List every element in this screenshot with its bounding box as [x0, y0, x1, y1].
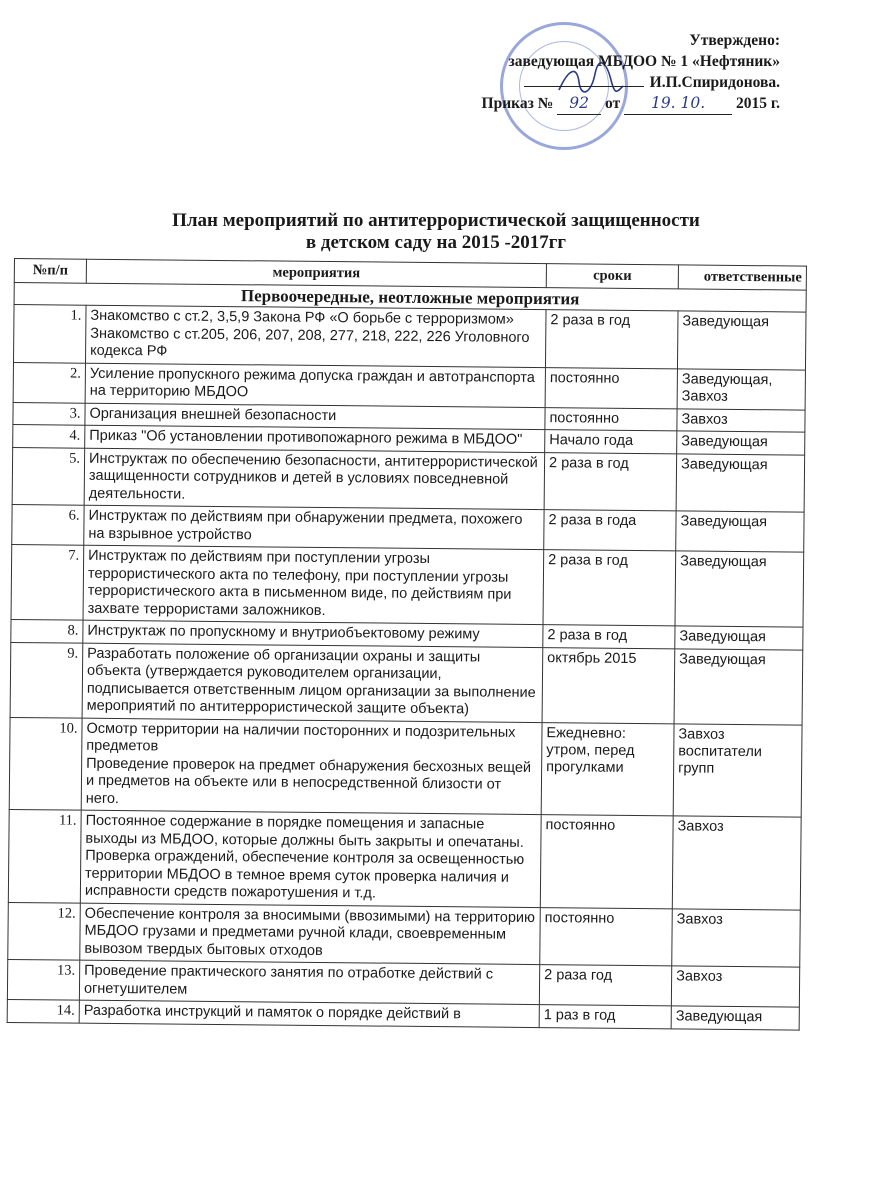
row-term-line: Ежедневно:	[546, 724, 626, 742]
row-event-line: Проведение практического занятия по отработке действий с огнетушителем	[83, 962, 494, 998]
header-num: №п/п	[14, 259, 86, 284]
row-responsible-line: Заведующая	[679, 628, 767, 646]
row-responsible	[671, 966, 799, 1007]
row-term-line: 2 раза в год	[550, 312, 631, 329]
from-label: от	[605, 95, 621, 112]
row-responsible	[677, 311, 806, 370]
order-date: 19. 10.	[624, 93, 732, 115]
row-term-line: прогулками	[546, 758, 624, 776]
row-term	[545, 407, 677, 431]
row-event-line: Организация внешней безопасности	[89, 405, 337, 424]
row-responsible-line: Завхоз	[676, 910, 723, 928]
row-event-line: Постоянное содержание в порядке помещения и запасные выходы из МБДОО, которые должны быть закрыты и опечатаны. Проверка ограждений, обеспечение контроля за освещенностью территории МБДОО в темное время суток проверка наличия и исправности средств пожаротушения и т.д.	[84, 812, 525, 902]
row-responsible	[675, 626, 803, 650]
row-term-line: 2 раза в год	[547, 627, 628, 644]
row-responsible	[672, 908, 801, 967]
row-term-line: 2 раза в год	[548, 454, 629, 472]
row-number: 10.	[9, 717, 82, 810]
row-event	[80, 903, 541, 965]
row-term-line: постоянно	[549, 409, 620, 427]
row-number: 12.	[8, 902, 81, 960]
row-event-line: Знакомство с ст.205, 206, 207, 208, 277, 218, 222, 226 Уголовного кодекса РФ	[90, 325, 530, 360]
row-event-line: Усиление пропускного режима допуска граждан и автотранспорта на территорию МБДОО	[89, 365, 535, 401]
table-row	[12, 447, 805, 512]
row-term	[540, 815, 673, 909]
row-number: 2.	[13, 362, 85, 403]
row-responsible	[671, 1006, 799, 1030]
row-term	[540, 907, 673, 966]
row-event-line: Разработать положение об организации охраны и защиты объекта (утверждается руководителем организации, подписывается ответственным лицом организации за выполнение мероприятий по антитеррористической защите объекта)	[86, 645, 536, 718]
row-responsible-line: Завхоз	[678, 725, 725, 743]
row-event	[79, 1000, 539, 1027]
table-row	[10, 642, 803, 725]
row-responsible-line: Заведующая	[680, 513, 768, 531]
row-event-line: Инструктаж по пропускному и внутриобъектовому режиму	[87, 622, 480, 643]
row-event	[80, 810, 541, 907]
row-responsible-line: Заведующая	[679, 650, 766, 668]
row-responsible-line: воспитатели	[678, 742, 763, 760]
row-event-line: Проведение проверок на предмет обнаружения бесхозных вещей и предметов на объекте или в непосредственной близости от него.	[85, 755, 532, 807]
row-responsible-line: Завхоз	[681, 410, 728, 428]
row-responsible	[677, 368, 805, 409]
order-year: 2015 г.	[735, 95, 780, 112]
row-responsible-line: Заведующая,	[681, 370, 773, 388]
row-responsible	[674, 648, 803, 724]
row-term-line: 1 раз в год	[543, 1007, 616, 1024]
document-title	[0, 210, 872, 254]
row-event	[83, 545, 544, 624]
row-number: 9.	[10, 642, 83, 718]
row-responsible	[673, 723, 802, 817]
row-event	[82, 643, 543, 722]
row-responsible	[677, 408, 805, 432]
row-term	[544, 510, 676, 551]
row-event	[84, 505, 544, 549]
header-term: сроки	[546, 264, 678, 289]
table-row	[8, 809, 801, 909]
row-number: 5.	[12, 447, 85, 505]
header-event: мероприятия	[86, 259, 546, 287]
table-row	[8, 902, 801, 967]
title-line-2: в детском саду на 2015 -2017гг	[305, 232, 567, 253]
row-term	[545, 367, 677, 408]
row-event-line: Инструктаж по действиям при обнаружении предмета, похожего на взрывное устройство	[88, 507, 523, 543]
row-responsible	[676, 453, 805, 512]
row-responsible-line: Заведующая	[675, 1008, 763, 1026]
order-number: 92	[557, 93, 601, 115]
title-line-1: План мероприятий по антитеррористической защищенности	[172, 210, 700, 231]
row-event	[81, 718, 542, 815]
row-term-line: постоянно	[545, 817, 616, 834]
row-number: 7.	[11, 544, 84, 620]
row-term-line: 2 раза год	[544, 967, 613, 984]
row-responsible-line: Заведующая	[682, 313, 770, 331]
order-label: Приказ №	[481, 95, 554, 112]
row-responsible	[675, 551, 804, 627]
row-responsible-line: групп	[678, 759, 715, 777]
approval-name: И.П.Спиридонова.	[649, 74, 780, 91]
row-number: 6.	[12, 504, 84, 545]
table-row	[11, 544, 804, 627]
row-event-line: Инструктаж по действиям при поступлении угрозы террористического акта по телефону, при поступлении угрозы террористического акта в письменном виде, по действиям при захвате террористами заложников.	[87, 547, 512, 619]
approval-name-line	[482, 72, 780, 93]
header-responsible: ответственные	[678, 265, 806, 290]
row-responsible-line: Заведующая	[680, 455, 768, 473]
row-event	[84, 448, 545, 510]
row-event-line: Обеспечение контроля за вносимыми (ввозимыми) на территорию МБДОО грузами и предметами ручной клади, своевременным вывозом твердых бытовых отходов	[84, 905, 535, 959]
row-term-line: Начало года	[549, 432, 634, 449]
row-responsible	[676, 511, 804, 552]
row-event-line: Знакомство с ст.2, 3,5,9 Закона РФ «О борьбе с терроризмом»	[90, 307, 514, 328]
row-responsible-line: Завхоз	[681, 387, 728, 405]
row-event-line: Осмотр территории на наличии посторонних и подозрительных предметов	[86, 720, 516, 755]
row-term	[542, 647, 675, 723]
row-event	[79, 960, 539, 1004]
row-responsible-line: Заведующая	[681, 433, 768, 451]
row-term	[543, 550, 676, 626]
row-term-line: 2 раза в года	[548, 512, 637, 529]
row-event-line: Приказ "Об установлении противопожарного режима в МБДОО"	[89, 427, 523, 448]
table-row	[14, 305, 807, 370]
row-term-line: постоянно	[544, 909, 615, 927]
row-term-line: утром, перед	[546, 741, 635, 759]
row-term-line: октябрь 2015	[547, 649, 637, 667]
row-event	[85, 363, 545, 407]
approval-order-line	[482, 93, 780, 115]
row-number: 13.	[7, 959, 79, 1000]
row-responsible-line: Заведующая	[680, 553, 767, 571]
plan-table	[7, 258, 807, 1030]
row-term	[541, 722, 674, 816]
row-number: 1.	[14, 305, 87, 363]
approval-position: заведующая МБДОО № 1 «Нефтяник»	[508, 53, 780, 70]
row-number: 14.	[7, 999, 79, 1022]
row-term	[544, 452, 677, 511]
approval-heading: Утверждено:	[689, 32, 780, 49]
row-responsible	[672, 816, 801, 910]
row-event	[85, 305, 546, 367]
row-number: 3.	[13, 402, 85, 425]
row-number: 8.	[11, 619, 83, 642]
section-title: Первоочередные, неотложные мероприятия	[14, 283, 806, 313]
row-number: 4.	[13, 424, 85, 447]
row-term	[543, 625, 675, 649]
row-term-line: постоянно	[549, 369, 620, 387]
row-responsible-line: Завхоз	[676, 968, 723, 985]
row-responsible	[677, 431, 805, 455]
table-row	[9, 717, 802, 817]
row-term	[545, 430, 677, 454]
row-event-line: Разработка инструкций и памяток о порядке действий в	[83, 1002, 461, 1023]
row-term	[539, 1005, 671, 1029]
row-event-line: Инструктаж по обеспечению безопасности, антитеррористической защищенности сотрудников и детей в условиях повседневной деятельности.	[88, 450, 538, 503]
approval-block	[482, 30, 780, 115]
row-term-line: 2 раза в год	[548, 552, 628, 569]
row-term	[545, 310, 678, 369]
row-responsible-line: Завхоз	[677, 818, 724, 835]
row-term	[539, 965, 671, 1006]
row-number: 11.	[8, 809, 81, 902]
